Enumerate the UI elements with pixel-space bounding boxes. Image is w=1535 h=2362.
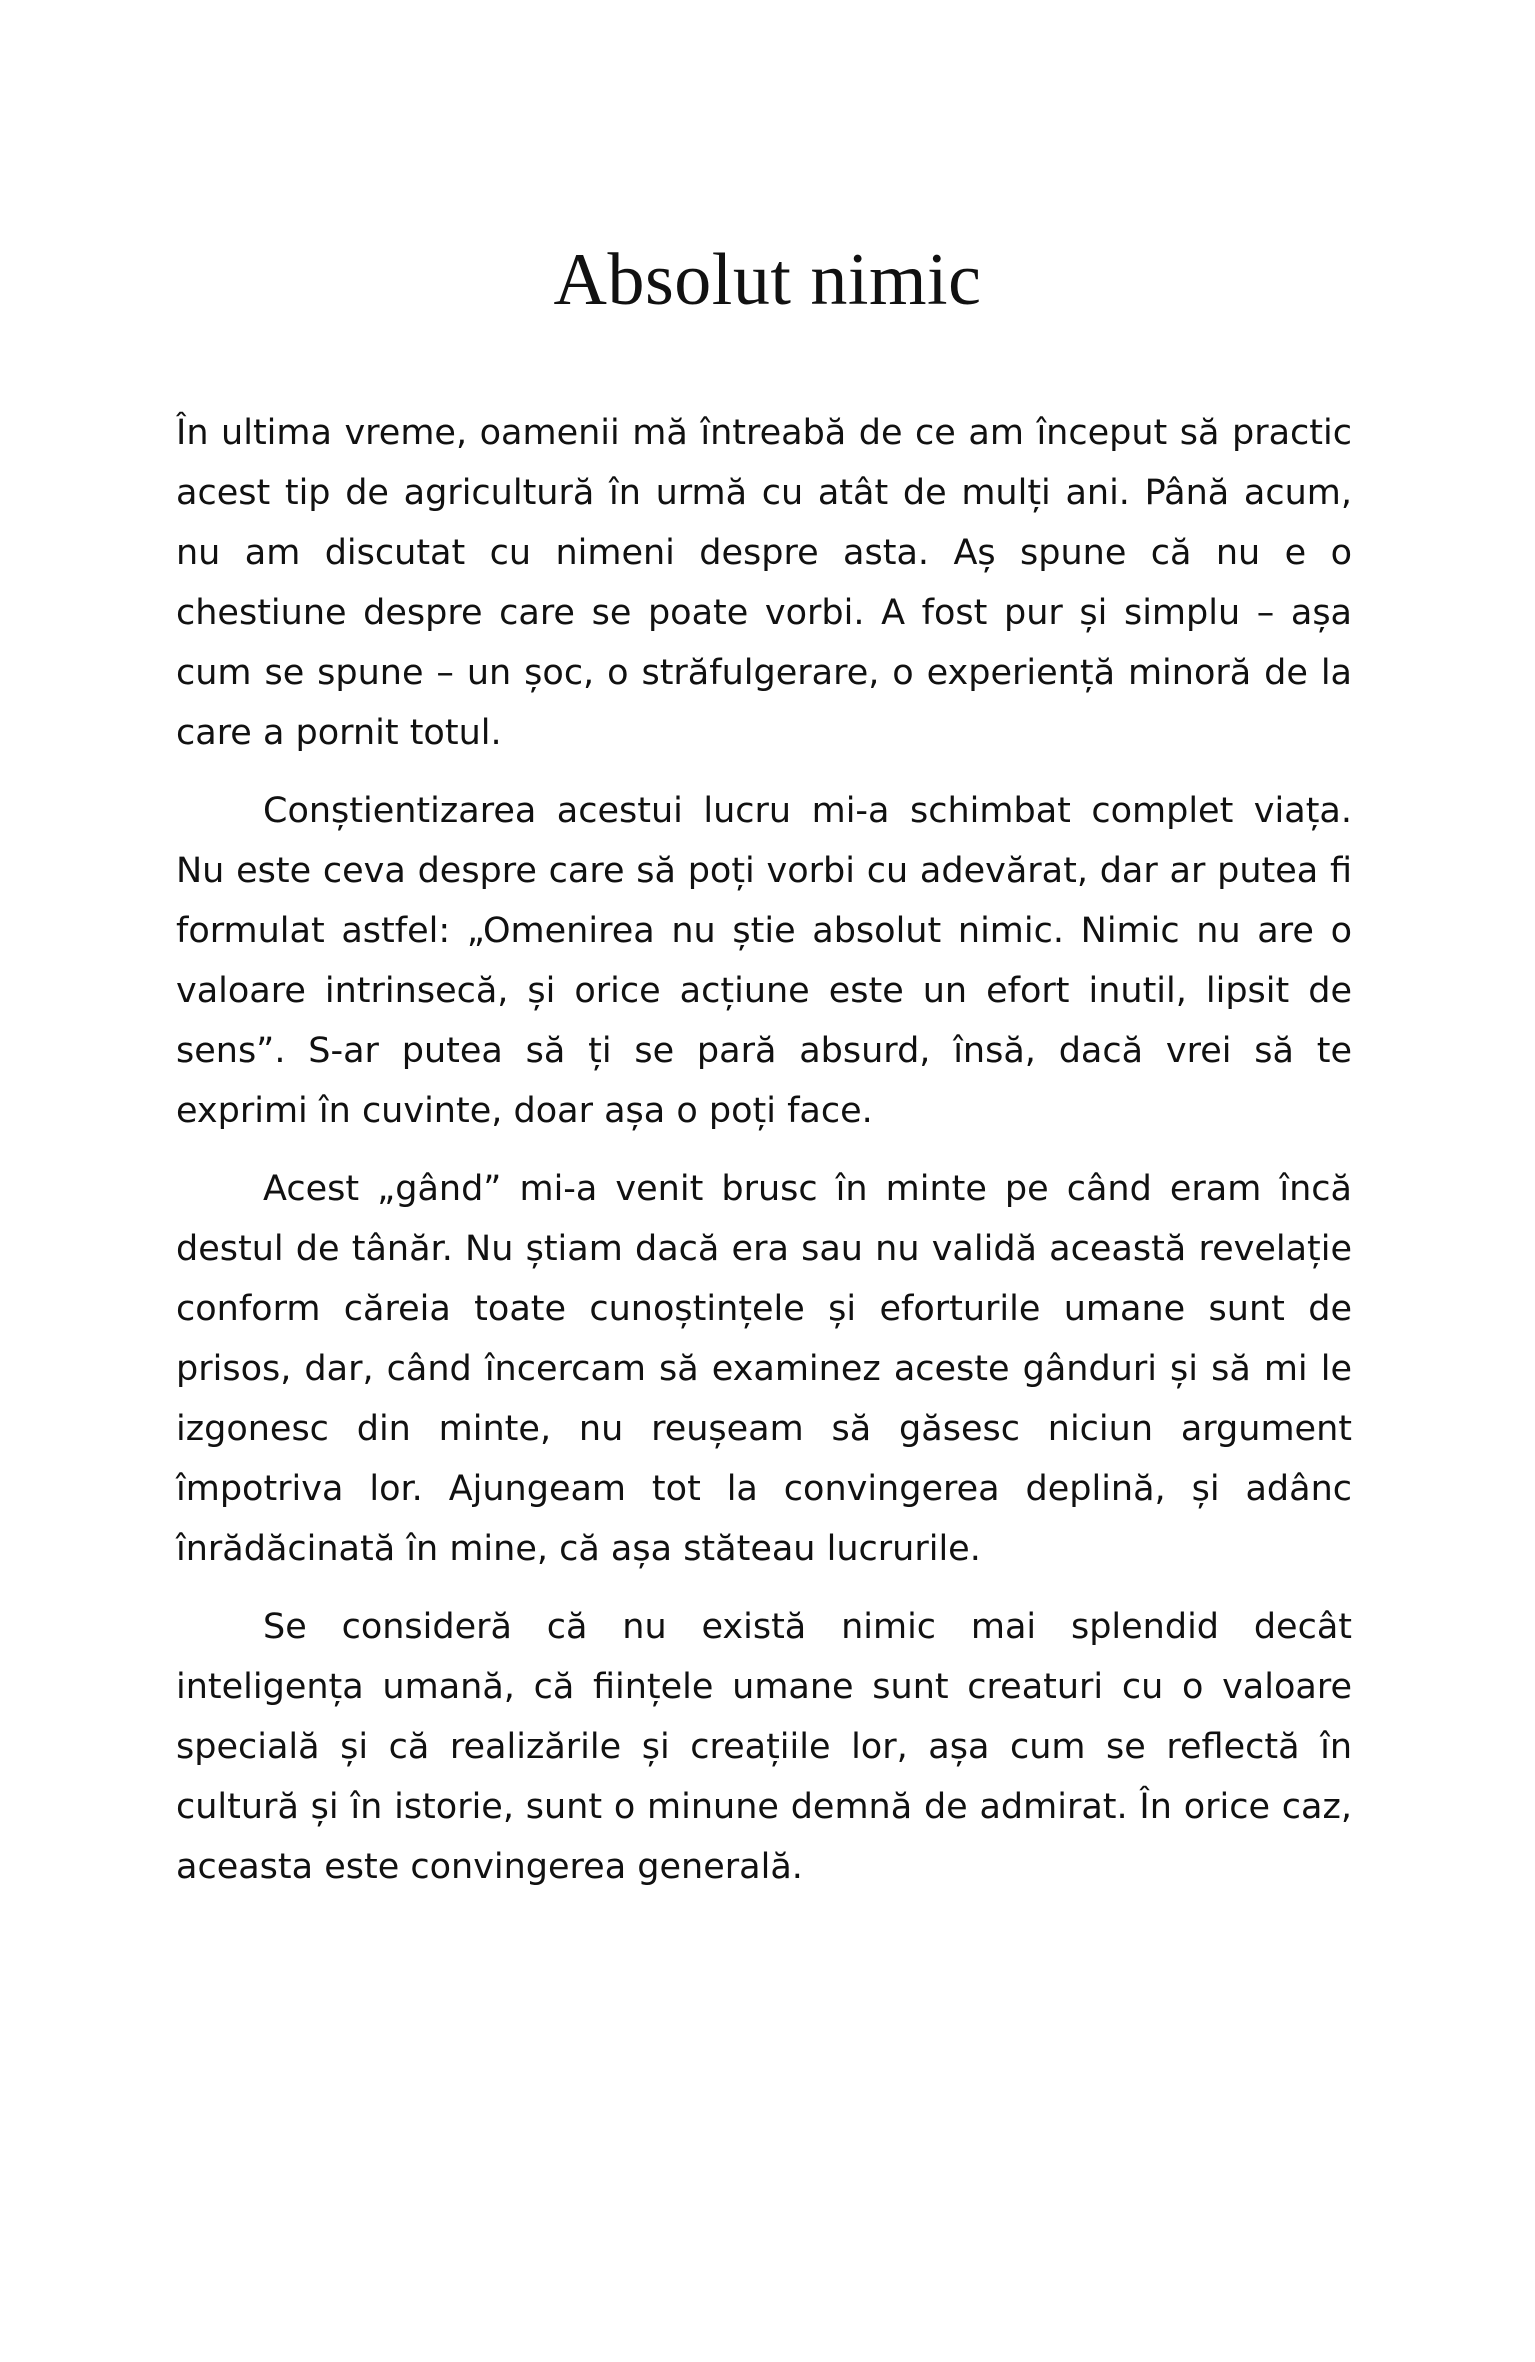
paragraph-2: Conștientizarea acestui lucru mi-a schimbat complet viața. Nu este ceva despre care să poți vorbi cu adevărat, dar ar putea fi formulat astfel: „Omenirea nu știe absolut nimic. Nimic nu are o valoare intrinsecă, și orice acțiune este un efort inutil, lipsit de sens”. S-ar putea să ți se pară absurd, însă, dacă vrei să te exprimi în cuvinte, doar așa o poți face. (176, 791, 1352, 1131)
chapter-body (176, 403, 1352, 1915)
paragraph-3: Acest „gând” mi-a venit brusc în minte pe când eram încă destul de tânăr. Nu știam dacă era sau nu validă această revelație conform căreia toate cunoștințele și eforturile umane sunt de prisos, dar, când încercam să examinez aceste gânduri și să mi le izgonesc din minte, nu reușeam să găsesc niciun argument împotriva lor. Ajungeam tot la convingerea deplină, și adânc înrădăcinată în mine, că așa stăteau lucrurile. (176, 1169, 1352, 1569)
paragraph-1: În ultima vreme, oamenii mă întreabă de ce am început să practic acest tip de agricultură în urmă cu atât de mulți ani. Până acum, nu am discutat cu nimeni despre asta. Aș spune că nu e o chestiune despre care se poate vorbi. A fost pur și simplu – așa cum se spune – un șoc, o străfulgerare, o experiență minoră de la care a pornit totul. (176, 413, 1352, 753)
paragraph-4: Se consideră că nu există nimic mai splendid decât inteligența umană, că ființele umane sunt creaturi cu o valoare specială și că realizările și creațiile lor, așa cum se reflectă în cultură și în istorie, sunt o minune demnă de admirat. În orice caz, aceasta este convingerea generală. (176, 1607, 1352, 1887)
chapter-title: Absolut nimic (553, 239, 982, 321)
